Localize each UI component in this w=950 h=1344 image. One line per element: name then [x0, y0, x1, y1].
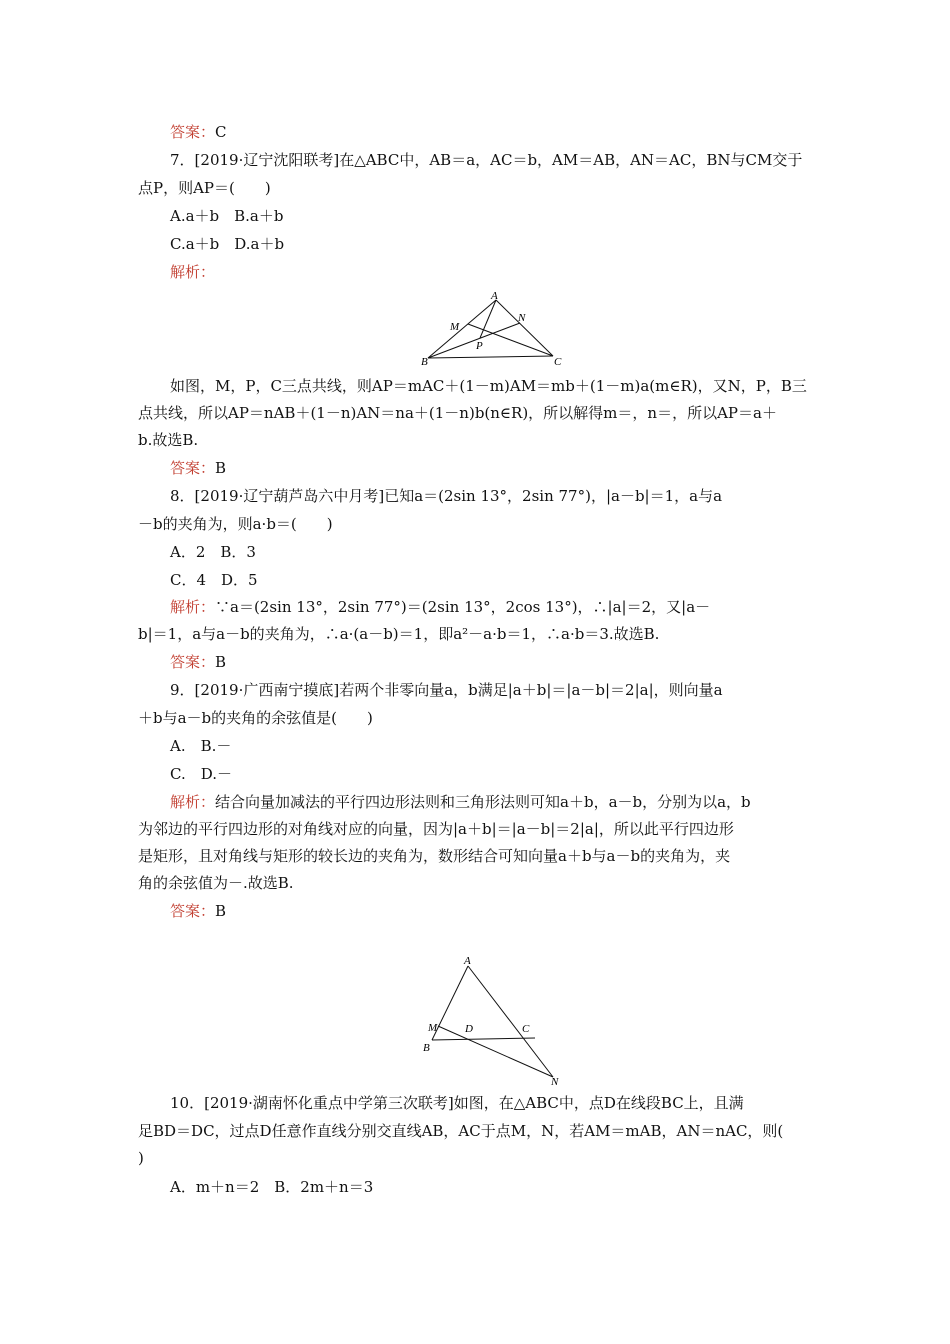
q10-options-ab: A．m＋n＝2 B．2m＋n＝3: [170, 1178, 374, 1196]
answer-label: 答案：: [170, 459, 216, 477]
answer-line-q9: [170, 901, 226, 921]
answer-label: 答案：: [170, 902, 216, 920]
q9-options-cd: C. D.－: [170, 765, 232, 783]
q7-options-ab: A.a＋b B.a＋b: [170, 207, 284, 225]
q7-stem-line2: 点P，则AP＝( ): [138, 179, 271, 197]
segment-ab: [428, 300, 496, 358]
answer-line-q6: [170, 122, 227, 142]
q8-solution-line1: [170, 597, 710, 617]
answer-line-q8: [170, 652, 226, 672]
segment-ab: [432, 966, 468, 1040]
segment-ac: [496, 300, 553, 356]
q9-solution-line1: [170, 792, 751, 812]
q8-stem-line1: 8．[2019·辽宁葫芦岛六中月考]已知a＝(2sin 13°，2sin 77°)，|a－b|＝1，a与a: [170, 487, 723, 505]
q8-solution-line2: b|＝1，a与a－b的夹角为，∴a·(a－b)＝1，即a²－a·b＝1，∴a·b＝3.故选B.: [138, 625, 660, 643]
q9-stem-line1: 9．[2019·广西南宁摸底]若两个非零向量a，b满足|a＋b|＝|a－b|＝2|a|，则向量a: [170, 681, 723, 699]
segment-bn: [428, 323, 520, 358]
label-a: A: [491, 290, 498, 302]
q7-stem-line1: 7．[2019·辽宁沈阳联考]在△ABC中，AB＝a，AC＝b，AM＝AB，AN＝AC，BN与CM交于: [170, 151, 803, 169]
answer-value: B: [215, 459, 227, 477]
label-a: A: [464, 955, 471, 967]
label-c: C: [522, 1023, 530, 1035]
q10-stem-line2: 足BD＝DC，过点D任意作直线分别交直线AB，AC于点M，N，若AM＝mAB，AN＝nAC，则(: [138, 1122, 784, 1140]
q9-solution-line2: 为邻边的平行四边形的对角线对应的向量，因为|a＋b|＝|a－b|＝2|a|，所以此平行四边形: [138, 820, 734, 838]
answer-label: 答案：: [170, 123, 216, 141]
analysis-label: 解析：: [170, 598, 216, 616]
label-c: C: [554, 356, 562, 368]
segment-an: [468, 966, 553, 1077]
segment-mn: [438, 1026, 553, 1077]
q10-triangle-figure: [418, 952, 578, 1087]
segment-bc: [428, 356, 553, 358]
answer-value: C: [215, 123, 227, 141]
q9-solution-text: 结合向量加减法的平行四边形法则和三角形法则可知a＋b，a－b，分别为以a，b: [215, 793, 751, 811]
answer-label: 答案：: [170, 653, 216, 671]
q8-options-cd: C．4 D．5: [170, 571, 258, 589]
q7-options-cd: C.a＋b D.a＋b: [170, 235, 285, 253]
q10-stem-line3: ): [138, 1149, 144, 1167]
q8-options-ab: A．2 B．3: [170, 543, 256, 561]
q8-solution-text: ∵a＝(2sin 13°，2sin 77°)＝(2sin 13°，2cos 13°)，∴|a|＝2，又|a－: [215, 598, 711, 616]
label-n: N: [518, 312, 526, 324]
segment-ap: [480, 300, 496, 338]
q10-stem-line1: 10．[2019·湖南怀化重点中学第三次联考]如图，在△ABC中，点D在线段BC上，且满: [170, 1094, 744, 1112]
q7-triangle-figure: [418, 288, 568, 368]
answer-line-q7: [170, 458, 226, 478]
q7-solution-line3: b.故选B.: [138, 431, 199, 449]
label-m: M: [428, 1022, 438, 1034]
q8-stem-line2: －b的夹角为，则a·b＝( ): [138, 515, 333, 533]
answer-value: B: [215, 902, 227, 920]
label-m: M: [450, 321, 460, 333]
label-b: B: [421, 356, 428, 368]
q7-solution-line2: 点共线，所以AP＝nAB＋(1－n)AN＝na＋(1－n)b(n∈R)，所以解得m＝，n＝，所以AP＝a＋: [138, 404, 777, 422]
answer-value: B: [215, 653, 227, 671]
label-b: B: [423, 1042, 430, 1054]
analysis-label: 解析：: [170, 793, 216, 811]
q9-options-ab: A. B.－: [170, 737, 232, 755]
label-p: P: [476, 340, 483, 352]
q9-solution-line3: 是矩形，且对角线与矩形的较长边的夹角为，数形结合可知向量a＋b与a－b的夹角为，夹: [138, 847, 731, 865]
q9-stem-line2: ＋b与a－b的夹角的余弦值是( ): [138, 709, 373, 727]
label-d: D: [465, 1023, 473, 1035]
segment-bc: [432, 1038, 535, 1040]
q7-solution-line1: 如图，M，P，C三点共线，则AP＝mAC＋(1－m)AM＝mb＋(1－m)a(m∈R)，又N，P，B三: [170, 377, 807, 395]
q9-solution-line4: 角的余弦值为－.故选B.: [138, 874, 294, 892]
label-n: N: [551, 1076, 559, 1087]
q7-analysis-label: 解析：: [170, 263, 216, 281]
